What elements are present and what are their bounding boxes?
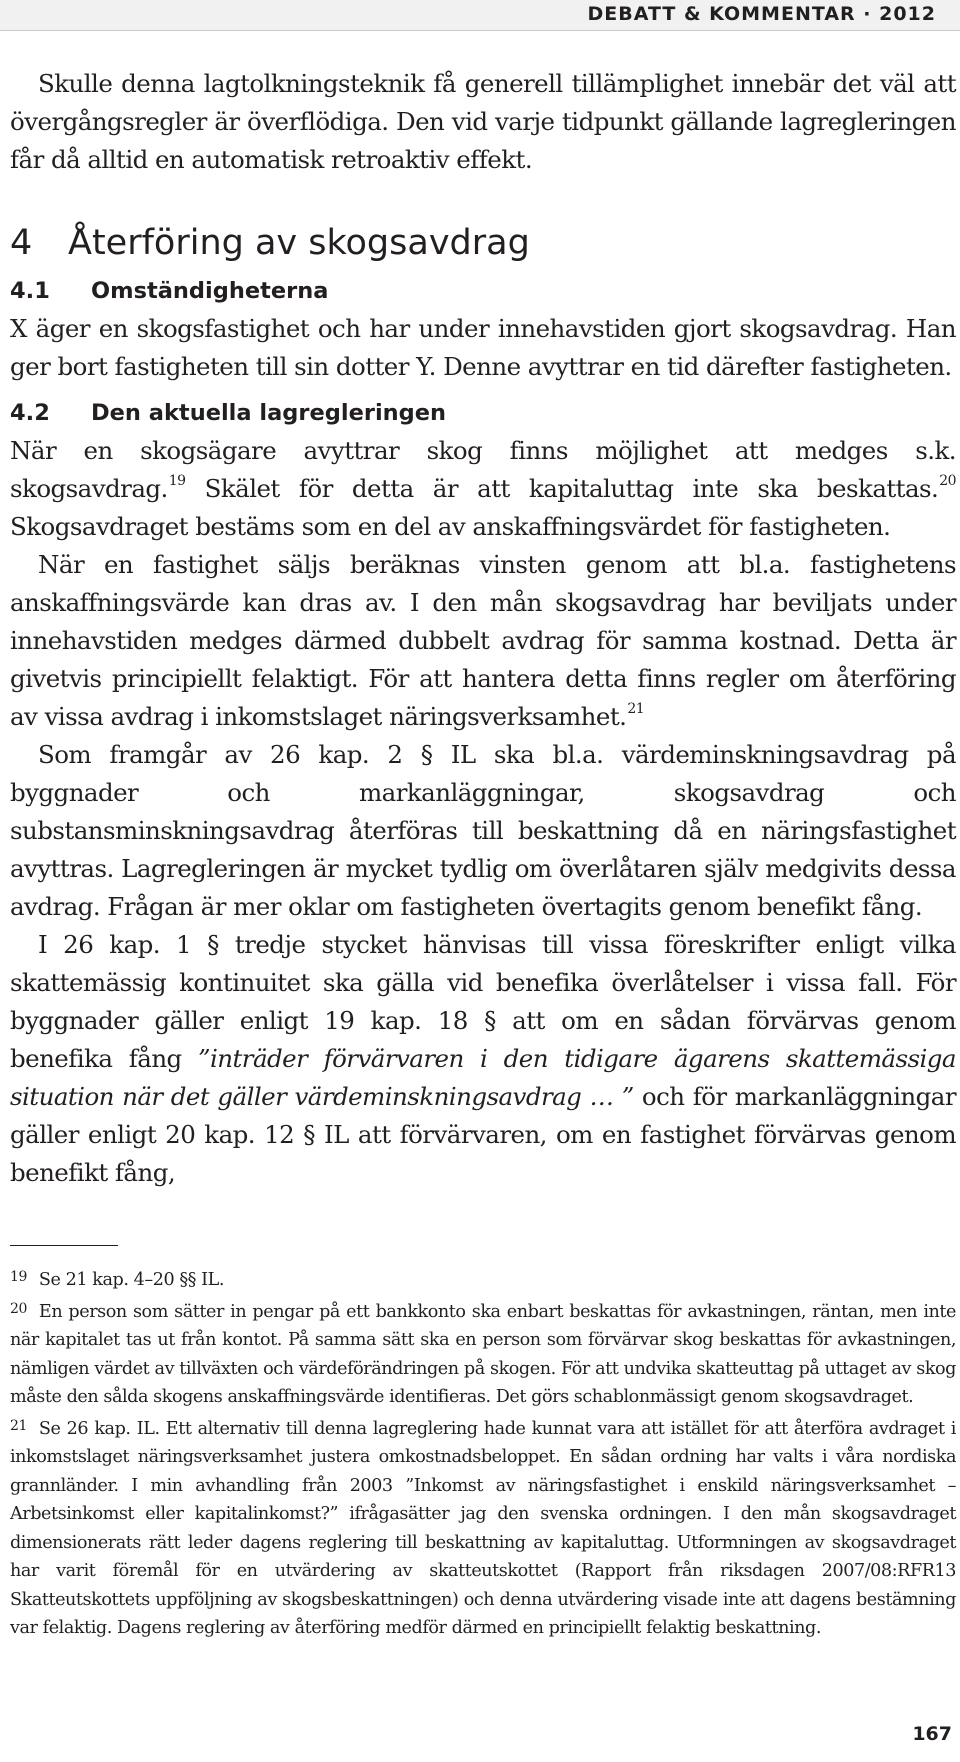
text-run: I 26 kap. 1 § tredje stycket hänvisas till vissa föreskrifter enligt vilka skattemässig kontinuitet ska gälla vid benefika överlåtelser i vissa fall. För byggnader gäller enligt 19 kap. 18 § att om en sådan förvärvas genom benefika fång [10, 930, 956, 1073]
footnote-number: 19 [10, 1269, 27, 1285]
paragraph-regulation-2 [10, 546, 956, 736]
text-run: När en skogsägare avyttrar skog finns möjlighet att medges s.k. skogsavdrag. [10, 436, 956, 503]
subsection-title: Omständigheterna [91, 278, 329, 304]
section-heading-4 [10, 222, 956, 264]
footnote-20 [10, 1295, 956, 1412]
paragraph-regulation-4 [10, 926, 956, 1192]
article-body [10, 65, 956, 1192]
footnote-number: 20 [10, 1300, 27, 1317]
paragraph-intro: Skulle denna lagtolkningsteknik få generell tillämplighet innebär det väl att övergångsregler är överflödiga. Den vid varje tidpunkt gällande lagregleringen får då alltid en automatisk retroaktiv effekt. [10, 69, 956, 174]
footnote-ref-19[interactable]: 19 [168, 473, 186, 489]
footnote-number: 21 [10, 1417, 27, 1434]
subsection-heading-4-2 [10, 398, 956, 428]
subsection-number: 4.1 [10, 278, 50, 304]
subsection-number: 4.2 [10, 400, 50, 426]
footnote-ref-20[interactable]: 20 [939, 473, 956, 489]
footnote-divider [10, 1245, 118, 1246]
footnote-19 [10, 1263, 956, 1295]
footnote-ref-21[interactable]: 21 [627, 701, 645, 717]
running-header [0, 0, 960, 31]
quoted-text: ”inträder förvärvaren i den tidigare ägarens skattemässiga situation när det gäller värdeminskningsavdrag … ” [10, 1044, 956, 1111]
text-run: När en fastighet säljs beräknas vinsten genom att bl.a. fastighetens anskaffningsvärde kan dras av. I den mån skogsavdrag har beviljats under innehavstiden medges därmed dubbelt avdrag för samma kostnad. Detta är givetvis principiellt felaktigt. För att hantera detta finns regler om återföring av vissa avdrag i inkomstslaget näringsverksamhet. [10, 550, 956, 731]
journal-title: DEBATT & KOMMENTAR · 2012 [587, 3, 936, 25]
section-title: Återföring av skogsavdrag [68, 223, 530, 263]
footnote-21 [10, 1412, 956, 1643]
footnote-text: Se 26 kap. IL. Ett alternativ till denna lagreglering hade kunnat vara att istället för att återföra avdraget i inkomstslaget näringsverksamhet justera omkostnadsbeloppet. En sådan ordning har valts i våra nordiska grannländer. I min avhandling från 2003 ”Inkomst av näringsfastighet i enskild näringsverksamhet – Arbetsinkomst eller kapitalinkomst?” ifrågasätter jag den svenska ordningen. I den mån skogsavdraget dimensionerats rätt leder dagens reglering till beskattning av kapitaluttag. Utformningen av skogsavdraget har varit föremål för en utvärdering av skatteutskottet (Rapport från riksdagen 2007/08:RFR13 Skatteutskottets uppföljning av skogsbeskattningen) och denna utvärdering visade inte att dagens bestämning var felaktig. Dagens reglering av återföring medför därmed en principiellt felaktig beskattning. [10, 1418, 956, 1638]
paragraph-circumstances: X äger en skogsfastighet och har under innehavstiden gjort skogsavdrag. Han ger bort fastigheten till sin dotter Y. Denne avyttrar en tid därefter fastigheten. [10, 314, 956, 381]
text-run: Skogsavdraget bestäms som en del av anskaffningsvärdet för fastigheten. [10, 512, 891, 541]
paragraph-regulation-3: Som framgår av 26 kap. 2 § IL ska bl.a. värdeminskningsavdrag på byggnader och markanläggningar, skogsavdrag och substansminskningsavdrag återföras till beskattning då en näringsfastighet avyttras. Lagregleringen är mycket tydlig om överlåtaren själv medgivits dessa avdrag. Frågan är mer oklar om fastigheten övertagits genom benefikt fång. [10, 740, 956, 921]
footnote-text: Se 21 kap. 4–20 §§ IL. [38, 1270, 225, 1290]
section-number: 4 [10, 223, 33, 263]
footnote-text: En person som sätter in pengar på ett bankkonto ska enbart beskattas för avkastningen, räntan, men inte när kapitalet tas ut från kontot. På samma sätt ska en person som förvärvar skog beskattas för avkastningen, nämligen värdet av tillväxten och värdeförändringen på skogen. För att undvika skatteuttag på uttaget av skog måste den sålda skogens anskaffningsvärde identifieras. Det görs schablonmässigt genom skogsavdraget. [10, 1301, 956, 1407]
footnotes [10, 1263, 956, 1643]
text-run: och för markanläggningar gäller enligt 20 kap. 12 § IL att förvärvaren, om en fastighet förvärvas genom benefikt fång, [10, 1082, 956, 1187]
subsection-heading-4-1 [10, 276, 956, 306]
page-number: 167 [912, 1723, 952, 1745]
text-run: Skälet för detta är att kapitaluttag inte ska beskattas. [185, 474, 939, 503]
subsection-title: Den aktuella lagregleringen [91, 400, 447, 426]
paragraph-regulation-1 [10, 432, 956, 546]
